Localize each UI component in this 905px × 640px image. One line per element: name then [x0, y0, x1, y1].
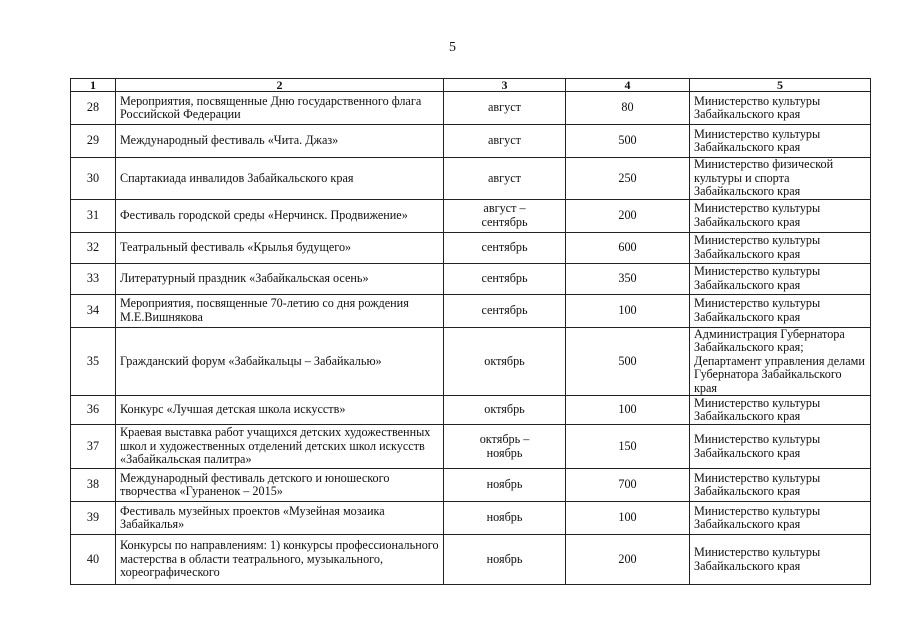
row-number: 36 — [71, 396, 116, 425]
table-row — [71, 92, 871, 125]
event-amount: 700 — [566, 469, 690, 502]
event-period-line: ноябрь — [486, 477, 523, 492]
event-period — [444, 396, 566, 425]
event-period — [444, 92, 566, 125]
table-row — [71, 425, 871, 469]
table-row — [71, 535, 871, 585]
event-name: Фестиваль городской среды «Нерчинск. Продвижение» — [116, 199, 444, 232]
row-number: 34 — [71, 294, 116, 327]
event-name: Конкурс «Лучшая детская школа искусств» — [116, 396, 444, 425]
responsible-organization: Министерство культуры Забайкальского края — [690, 125, 871, 158]
table-row — [71, 396, 871, 425]
event-period-line: октябрь — [484, 353, 525, 368]
responsible-organization: Министерство физической культуры и спорта Забайкальского края — [690, 158, 871, 200]
event-period — [444, 294, 566, 327]
event-period-line: октябрь – — [479, 432, 530, 446]
row-number: 31 — [71, 199, 116, 232]
event-period — [444, 535, 566, 585]
event-name: Гражданский форум «Забайкальцы – Забайкалью» — [116, 327, 444, 396]
event-period — [444, 469, 566, 502]
responsible-organization: Министерство культуры Забайкальского края — [690, 535, 871, 585]
event-amount: 200 — [566, 535, 690, 585]
responsible-organization: Министерство культуры Забайкальского края — [690, 263, 871, 294]
event-name: Мероприятия, посвященные 70-летию со дня рождения М.Е.Вишнякова — [116, 294, 444, 327]
table-row — [71, 263, 871, 294]
event-period-line: сентябрь — [481, 214, 528, 229]
row-number: 40 — [71, 535, 116, 585]
responsible-organization: Администрация Губернатора Забайкальского края; Департамент управления делами Губернатора Забайкальского края — [690, 327, 871, 396]
event-name: Спартакиада инвалидов Забайкальского края — [116, 158, 444, 200]
responsible-organization: Министерство культуры Забайкальского края — [690, 92, 871, 125]
table-row — [71, 327, 871, 396]
event-period-line: ноябрь — [486, 551, 523, 566]
event-period-line: сентябрь — [481, 239, 528, 254]
row-number: 38 — [71, 469, 116, 502]
responsible-organization: Министерство культуры Забайкальского края — [690, 469, 871, 502]
row-number: 35 — [71, 327, 116, 396]
event-period-line: ноябрь — [486, 445, 523, 460]
header-row — [71, 79, 871, 92]
responsible-organization: Министерство культуры Забайкальского края — [690, 396, 871, 425]
table-row — [71, 199, 871, 232]
event-amount: 500 — [566, 125, 690, 158]
row-number: 32 — [71, 232, 116, 263]
event-period — [444, 502, 566, 535]
table-row — [71, 158, 871, 200]
events-table — [70, 78, 871, 585]
event-name: Театральный фестиваль «Крылья будущего» — [116, 232, 444, 263]
event-amount: 80 — [566, 92, 690, 125]
event-name: Краевая выставка работ учащихся детских художественных школ и художественных отделений детских школ искусств «Забайкальская палитра» — [116, 425, 444, 469]
responsible-organization: Министерство культуры Забайкальского края — [690, 199, 871, 232]
event-amount: 250 — [566, 158, 690, 200]
event-period — [444, 263, 566, 294]
event-period — [444, 425, 566, 469]
event-name: Конкурсы по направлениям: 1) конкурсы профессионального мастерства в области театрального, музыкального, хореографического — [116, 535, 444, 585]
row-number: 37 — [71, 425, 116, 469]
event-amount: 100 — [566, 502, 690, 535]
row-number: 29 — [71, 125, 116, 158]
event-period-line: сентябрь — [481, 270, 528, 285]
event-amount: 600 — [566, 232, 690, 263]
responsible-organization: Министерство культуры Забайкальского края — [690, 232, 871, 263]
page-number: 5 — [449, 40, 456, 55]
event-amount: 500 — [566, 327, 690, 396]
event-period — [444, 199, 566, 232]
table-row — [71, 502, 871, 535]
row-number: 28 — [71, 92, 116, 125]
event-period-line: ноябрь — [486, 510, 523, 525]
event-name: Литературный праздник «Забайкальская осень» — [116, 263, 444, 294]
row-number: 39 — [71, 502, 116, 535]
table-row — [71, 125, 871, 158]
responsible-organization: Министерство культуры Забайкальского края — [690, 502, 871, 535]
event-name: Фестиваль музейных проектов «Музейная мозаика Забайкалья» — [116, 502, 444, 535]
event-amount: 150 — [566, 425, 690, 469]
event-period-line: август — [488, 133, 521, 148]
column-header: 4 — [566, 79, 690, 92]
event-period — [444, 327, 566, 396]
event-name: Международный фестиваль детского и юношеского творчества «Гураненок – 2015» — [116, 469, 444, 502]
table-row — [71, 469, 871, 502]
event-amount: 100 — [566, 294, 690, 327]
event-amount: 100 — [566, 396, 690, 425]
event-amount: 350 — [566, 263, 690, 294]
table-row — [71, 232, 871, 263]
responsible-organization: Министерство культуры Забайкальского края — [690, 294, 871, 327]
row-number: 33 — [71, 263, 116, 294]
table-row — [71, 294, 871, 327]
responsible-organization: Министерство культуры Забайкальского края — [690, 425, 871, 469]
event-period — [444, 158, 566, 200]
event-amount: 200 — [566, 199, 690, 232]
row-number: 30 — [71, 158, 116, 200]
column-header: 2 — [116, 79, 444, 92]
event-name: Международный фестиваль «Чита. Джаз» — [116, 125, 444, 158]
column-header: 1 — [71, 79, 116, 92]
event-period — [444, 125, 566, 158]
event-period-line: сентябрь — [481, 302, 528, 317]
column-header: 5 — [690, 79, 871, 92]
event-period-line: октябрь — [484, 402, 525, 417]
event-name: Мероприятия, посвященные Дню государственного флага Российской Федерации — [116, 92, 444, 125]
event-period-line: август — [488, 100, 521, 115]
event-period-line: август — [488, 170, 521, 185]
event-period — [444, 232, 566, 263]
event-period-line: август – — [483, 201, 526, 215]
column-header: 3 — [444, 79, 566, 92]
